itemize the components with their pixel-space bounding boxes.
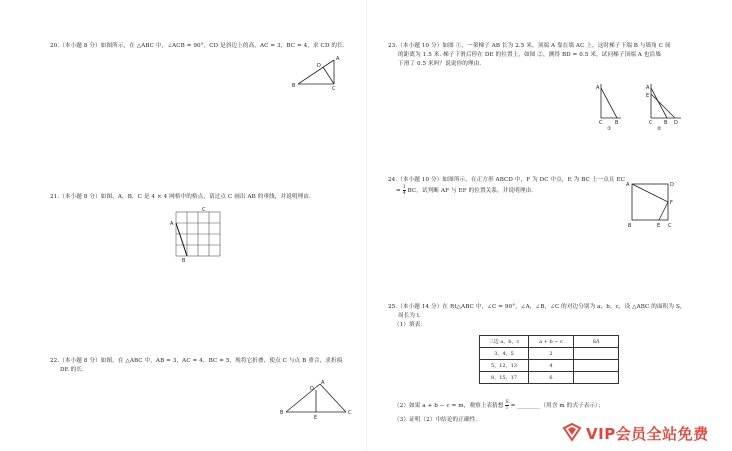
- q23-fig1-caption: ①: [607, 126, 612, 132]
- page-gutter: [366, 0, 367, 451]
- question-21: [50, 193, 311, 202]
- question-23: [388, 42, 671, 69]
- question-23-text-line2: 的距离为 1.5 米. 梯子下滑后停在 DE 的位置上，如图 ②，测得 BD = 0.5 米，试问梯子顶端 A 也沿墙: [398, 52, 661, 58]
- question-25-text-line2: 周长为 l.: [398, 313, 421, 319]
- q24-label-a: A: [626, 182, 630, 188]
- q24-label-c: C: [668, 223, 672, 229]
- q22-label-c: C: [348, 410, 352, 416]
- q23-fig2-caption: ②: [657, 126, 662, 132]
- table-cell: [574, 372, 619, 384]
- q23-figure-2: [643, 80, 687, 130]
- question-24-text-line2: BC，试判断 AF 与 EF 的位置关系，并说明理由.: [407, 188, 534, 194]
- question-24: [388, 176, 625, 196]
- question-25-part3: [394, 416, 477, 425]
- question-22: [50, 357, 342, 375]
- q22-label-b: B: [280, 410, 284, 416]
- question-25-part1: （1）填表：: [394, 322, 427, 328]
- q22-label-a: A: [321, 380, 325, 386]
- table-header-row: [480, 336, 619, 348]
- q25-table: [479, 335, 619, 384]
- q23-fig2-label-d: D: [674, 120, 678, 126]
- vip-watermark[interactable]: [562, 416, 732, 451]
- question-25-part2-post: = ________（用含 m 的式子表示）；: [510, 403, 604, 409]
- question-22-text-line2: DE 的长.: [60, 367, 84, 373]
- q20-label-d: D: [317, 63, 321, 69]
- question-25: [388, 303, 686, 330]
- question-25-part2-fraction: [505, 400, 508, 411]
- q21-grid-figure: [168, 204, 228, 264]
- q22-label-e: E: [314, 415, 318, 421]
- question-23-text-line3: 下滑了 0.5 米吗？说说你的理由.: [398, 61, 482, 67]
- q23-fig2-label-c: C: [649, 120, 653, 126]
- table-header-cell: 三边 a，b，c: [480, 336, 529, 348]
- table-cell: 5，12，13: [480, 360, 529, 372]
- q24-label-e: E: [657, 223, 661, 229]
- question-21-text: 21.（本小题 8 分）如图，A，B，C 是 4 × 4 网格中的格点，请过点 C 画出 AB 的垂线，并说明理由.: [50, 194, 311, 200]
- vip-watermark-text: VIP会员全站免费: [586, 425, 709, 443]
- table-cell: 6: [529, 372, 574, 384]
- question-25-part2-pre: （2）如果 a + b − c = m，观察上表猜想: [394, 403, 504, 409]
- question-25-part2-frac-den: l: [506, 406, 508, 411]
- q24-figure: [624, 178, 684, 230]
- q23-fig2-label-a: A: [646, 85, 650, 91]
- q20-label-b: B: [292, 83, 296, 89]
- table-row: [480, 360, 619, 372]
- question-25-text-line1: 25.（本小题 14 分）在 Rt△ABC 中，∠C = 90°，∠A，∠B，∠C 的对边分别为 a，b，c，设 △ABC 的面积为 S，: [388, 304, 686, 310]
- table-cell: 4: [529, 360, 574, 372]
- q21-label-a: A: [170, 221, 174, 227]
- vip-logo-icon: [562, 422, 582, 446]
- q20-label-c: C: [332, 86, 336, 92]
- q24-label-b: B: [628, 223, 632, 229]
- question-24-frac-den: 4: [402, 191, 406, 196]
- table-header-cell: a + b − c: [529, 336, 574, 348]
- q24-label-f: F: [670, 200, 673, 206]
- question-24-eq: =: [396, 188, 401, 194]
- question-22-text-line1: 22.（本小题 8 分）如图，在 △ABC 中，AB = 3，AC = 4，BC = 5，现将它折叠，使点 C 与点 B 重合，求折痕: [50, 358, 343, 364]
- q24-label-d: D: [670, 182, 674, 188]
- table-cell: 2: [529, 348, 574, 360]
- question-25-part3-text: （3）证明（2）中结论的正确性.: [394, 417, 478, 423]
- question-23-text-line1: 23.（本小题 10 分）如图 ①，一架梯子 AB 长为 2.5 米，顶端 A 靠在墙 AC 上，这时梯子下端 B 与墙角 C 间: [388, 43, 671, 49]
- question-24-fraction: [403, 185, 406, 196]
- table-row: [480, 372, 619, 384]
- question-25-part2-frac-num: S: [505, 400, 509, 405]
- q23-fig1-label-b: B: [615, 120, 619, 126]
- table-cell: 8，15，17: [480, 372, 529, 384]
- question-20: [50, 42, 345, 51]
- question-24-text-line1: 24.（本小题 10 分）如图所示，在正方形 ABCD 中，F 为 DC 中点，E 为 BC 上一点且 EC: [388, 177, 626, 183]
- q23-fig2-label-e: E: [646, 93, 650, 99]
- question-25-part2: [394, 400, 604, 411]
- table-cell: [574, 360, 619, 372]
- q20-figure: [290, 52, 350, 90]
- q22-figure: [278, 378, 354, 420]
- question-20-text: 20.（本小题 8 分）如图所示，在 △ABC 中，∠ACB = 90°，CD 是斜边上的高，AC = 3，BC = 4，求 CD 的长.: [50, 43, 345, 49]
- question-24-frac-num: 1: [402, 185, 406, 190]
- table-cell: [574, 348, 619, 360]
- q23-fig1-label-c: C: [599, 120, 603, 126]
- q23-figure-1: [593, 80, 633, 130]
- q21-label-b: B: [182, 258, 186, 264]
- q22-label-d: D: [310, 386, 314, 392]
- q20-label-a: A: [336, 56, 340, 62]
- table-row: [480, 348, 619, 360]
- table-cell: 3，4，5: [480, 348, 529, 360]
- q21-label-c: C: [202, 207, 206, 213]
- table-header-cell: S/l: [574, 336, 619, 348]
- q23-fig1-label-a: A: [596, 85, 600, 91]
- q23-fig2-label-b: B: [664, 120, 668, 126]
